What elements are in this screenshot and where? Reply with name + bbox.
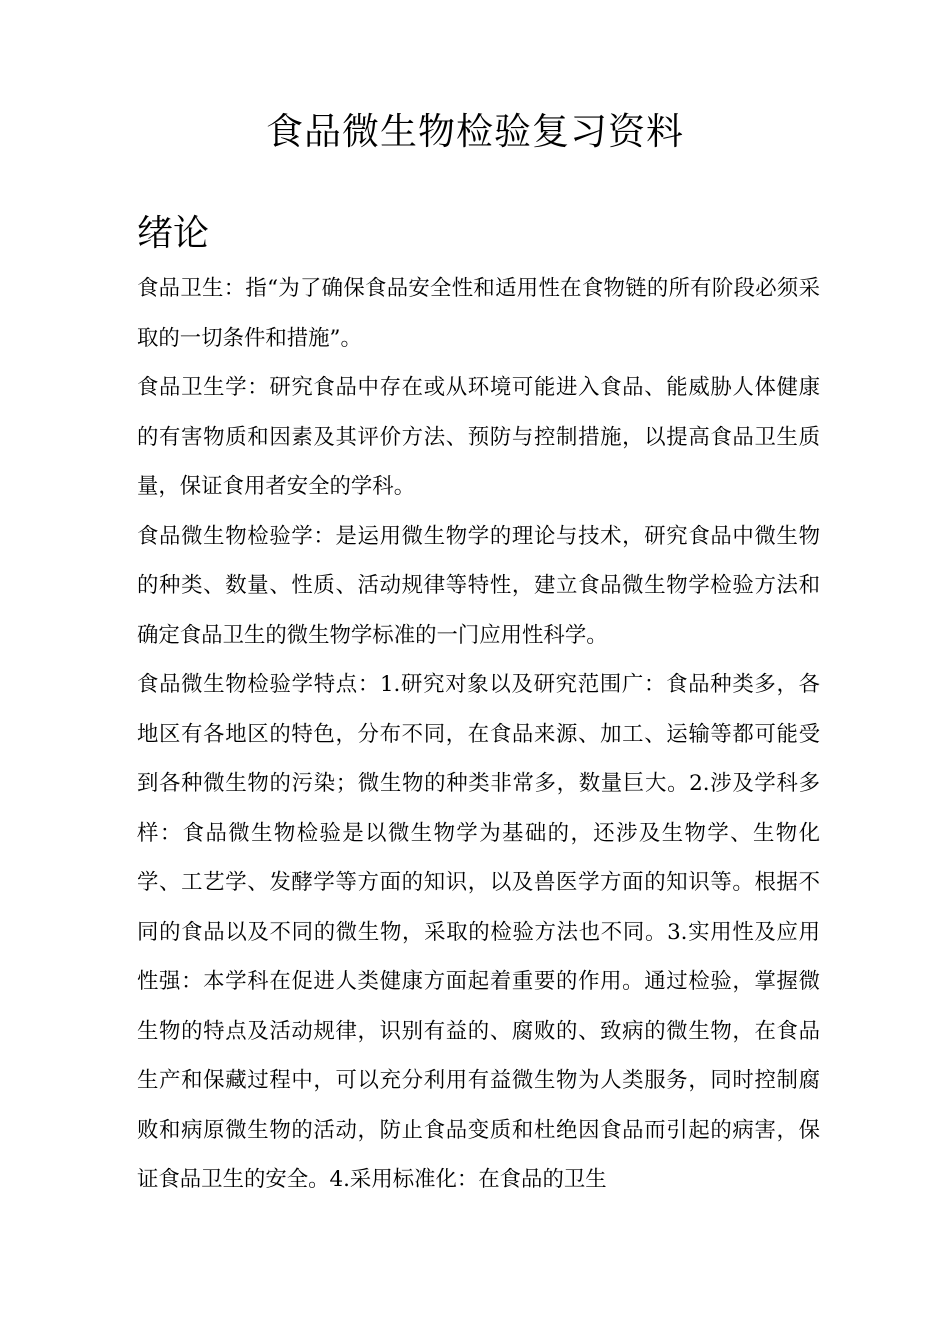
- paragraph-food-hygiene: 食品卫生：指“为了确保食品安全性和适用性在食物链的所有阶段必须采取的一切条件和措施”。: [137, 276, 820, 351]
- paragraph-food-microbiology-testing: 食品微生物检验学：是运用微生物学的理论与技术，研究食品中微生物的种类、数量、性质、活动规律等特性，建立食品微生物学检验方法和确定食品卫生的微生物学标准的一门应用性科学。: [137, 523, 820, 648]
- section-heading: 绪论: [137, 213, 210, 254]
- paragraph-discipline-characteristics: 食品微生物检验学特点：1.研究对象以及研究范围广：食品种类多，各地区有各地区的特色，分布不同，在食品来源、加工、运输等都可能受到各种微生物的污染；微生物的种类非常多，数量巨大。2.涉及学科多样：食品微生物检验是以微生物学为基础的，还涉及生物学、生物化学、工艺学、发酵学等方面的知识，以及兽医学方面的知识等。根据不同的食品以及不同的微生物，采取的检验方法也不同。3.实用性及应用性强：本学科在促进人类健康方面起着重要的作用。通过检验，掌握微生物的特点及活动规律，识别有益的、腐败的、致病的微生物，在食品生产和保藏过程中，可以充分利用有益微生物为人类服务，同时控制腐败和病原微生物的活动，防止食品变质和杜绝因食品而引起的病害，保证食品卫生的安全。4.采用标准化：在食品的卫生: [137, 672, 820, 1192]
- paragraph-food-hygienics: 食品卫生学：研究食品中存在或从环境可能进入食品、能威胁人体健康的有害物质和因素及其评价方法、预防与控制措施，以提高食品卫生质量，保证食用者安全的学科。: [137, 375, 820, 499]
- document-title: 食品微生物检验复习资料: [266, 110, 684, 153]
- document-body: [137, 264, 820, 1205]
